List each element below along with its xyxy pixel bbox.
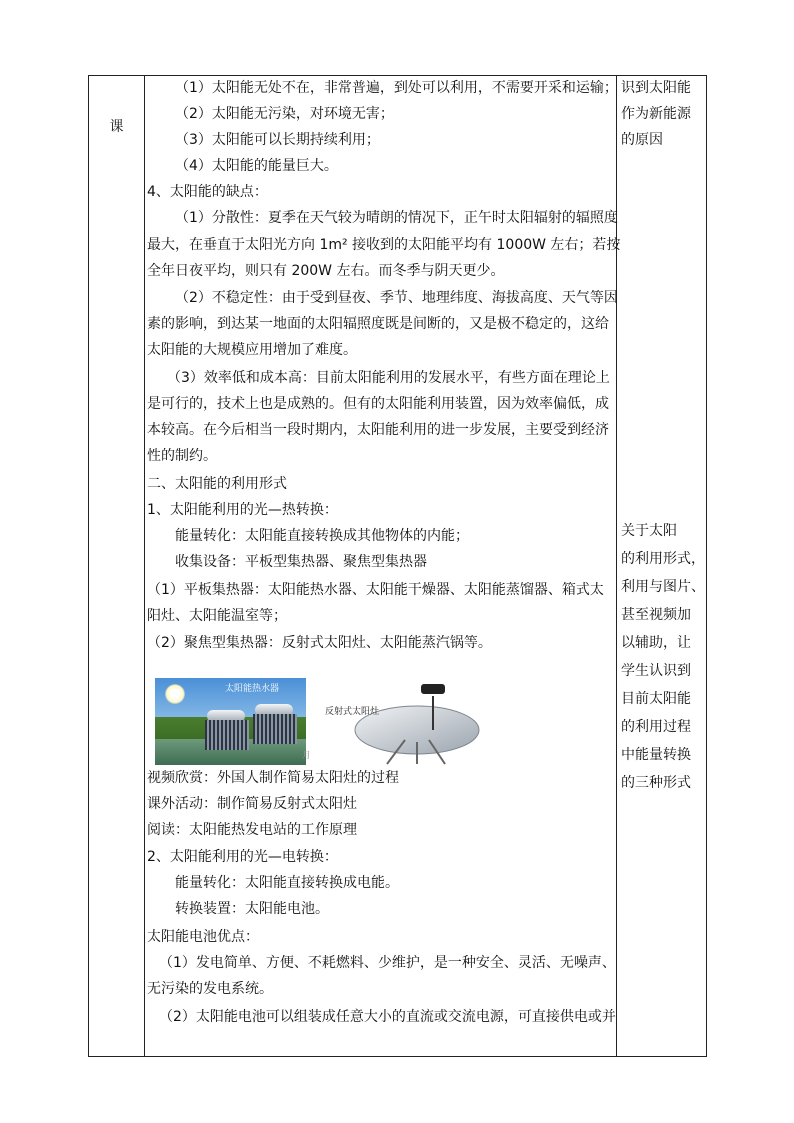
content-line: 视频欣赏：外国人制作简易太阳灶的过程 [147,770,399,786]
note-line: 的原因 [621,132,663,148]
note-line: 利用与图片、 [621,579,705,595]
sun-icon [165,684,185,704]
solar-cooker-caption: 反射式太阳灶 [325,707,380,717]
content-line: （2）不稳定性：由于受到昼夜、季节、地理纬度、海拔高度、天气等因 [175,290,618,306]
section-label: 课 [109,119,124,135]
content-line: （2）太阳能无污染，对环境无害； [175,106,394,122]
note-line: 学生认识到 [621,663,691,679]
content-line: （3）太阳能可以长期持续利用； [175,132,380,148]
content-line: 转换装置：太阳能电池。 [175,901,329,917]
content-line: （2）太阳能电池可以组装成任意大小的直流或交流电源，可直接供电或并 [159,1009,616,1025]
content-line: 是可行的，技术上也是成熟的。但有的太阳能利用装置，因为效率偏低，成 [147,396,609,412]
content-line: （1）分散性：夏季在天气较为晴朗的情况下，正午时太阳辐射的辐照度 [175,210,618,226]
content-line: 阅读：太阳能热发电站的工作原理 [147,822,357,838]
note-line: 的利用形式， [621,551,705,567]
content-line: 能量转化：太阳能直接转换成电能。 [175,875,399,891]
notes-column [617,76,708,1056]
content-line: 二、太阳能的利用形式 [147,476,287,492]
note-line: 关于太阳 [621,523,677,539]
solar-cooker-icon [325,678,485,766]
content-line: 本较高。在今后相当一段时期内，太阳能利用的进一步发展，主要受到经济 [147,422,609,438]
content-line: 性的制约。 [147,448,217,464]
note-line: 识到太阳能 [621,80,691,96]
note-line: 以辅助，让 [621,635,691,651]
content-line: 素的影响，到达某一地面的太阳辐照度既是间断的，又是极不稳定的，这给 [147,316,609,332]
content-line: 无污染的发电系统。 [147,981,273,997]
content-line: （1）发电简单、方便、不耗燃料、少维护，是一种安全、灵活、无噪声、 [159,955,616,971]
content-line: 课外活动：制作简易反射式太阳灶 [147,796,357,812]
content-line: （2）聚焦型集热器：反射式太阳灶、太阳能蒸汽锅等。 [147,635,492,651]
note-line: 目前太阳能 [621,691,691,707]
content-line: 太阳能的大规模应用增加了难度。 [147,342,357,358]
content-line: （1）太阳能无处不在，非常普遍，到处可以利用，不需要开采和运输； [175,80,618,96]
content-line: （3）效率低和成本高：目前太阳能利用的发展水平，有些方面在理论上 [167,370,610,386]
note-line: 作为新能源 [621,106,691,122]
content-line: 全年日夜平均，则只有 200W 左右。而冬季与阴天更少。 [147,263,505,279]
content-line: （4）太阳能的能量巨大。 [175,158,338,174]
content-line: 最大，在垂直于太阳光方向 1m² 接收到的太阳能平均有 1000W 左右；若按 [147,237,621,253]
lesson-table [88,75,707,1057]
note-line: 的三种形式 [621,775,691,791]
content-line: 1、太阳能利用的光—热转换： [147,502,338,518]
content-line: 太阳能电池优点： [147,929,259,945]
content-line: 阳灶、太阳能温室等； [147,608,287,624]
content-line: （1）平板集热器：太阳能热水器、太阳能干燥器、太阳能蒸馏器、箱式太 [147,582,604,598]
content-line: 能量转化：太阳能直接转换成其他物体的内能； [175,528,469,544]
content-line: 4、太阳能的缺点： [147,184,268,200]
water-heater-caption: 太阳能热水器 [225,684,280,694]
content-column: 太阳能热水器 反射式太阳灶 月 （1）太阳能无处不在，非常普遍，到处可以利用，不需要开采和运输； （2）太阳能无污染，对环境无害； （3）太阳能可以长期持续利用； （4）太阳能的能量巨大。 4、太阳能的缺点： （1）分散性：夏季在天气较为晴朗的情况下，正午时太阳辐射的辐照度 最大，在垂直于太阳光方向 1m² 接收到的太阳能平均有 1000W 左右；若按 全年日夜平均，则只有 200W 左右。而冬季与阴天更少。 （2）不稳定性：由于受到昼夜、季节、地理纬度、海拔高度、天气等因 素的影响，到达某一地面的太阳辐照度既是间断的，又是极不稳定的，这给 太阳能的大规模应用增加了难度。 （3）效率低和成本高：目前太阳能利用的发展水平，有些方面在理论上 是可行的，技术上也是成熟的。但有的太阳能利用装置，因为效率偏低，成 本较高。在今后相当一段时期内，太阳能利用的进一步发展，主要受到经济 性的制约。 二、太阳能的利用形式 1、太阳能利用的光—热转换： 能量转化：太阳能直接转换成其他物体的内能； 收集设备：平板型集热器、聚焦型集热器 （1）平板集热器：太阳能热水器、太阳能干燥器、太阳能蒸馏器、箱式太 阳灶、太阳能温室等； （2）聚焦型集热器：反射式太阳灶、太阳能蒸汽锅等。 视频欣赏：外国人制作简易太阳灶的过程 课外活动：制作简易反射式太阳灶 阅读：太阳能热发电站的工作原理 2、太阳能利用的光—电转换： 能量转化：太阳能直接转换成电能。 转换装置：太阳能电池。 太阳能电池优点： （1）发电简单、方便、不耗燃料、少维护，是一种安全、灵活、无噪声、 无污染的发电系统。 （2）太阳能电池可以组装成任意大小的直流或交流电源，可直接供电或并 [145,76,615,1056]
content-line: 收集设备：平板型集热器、聚焦型集热器 [175,554,427,570]
note-line: 的利用过程 [621,719,691,735]
solar-cooker-image [325,678,485,766]
left-column [89,76,144,1056]
content-line: 2、太阳能利用的光—电转换： [147,849,338,865]
note-line: 甚至视频加 [621,607,691,623]
solar-water-heater-image [155,678,306,765]
note-line: 中能量转换 [621,747,691,763]
